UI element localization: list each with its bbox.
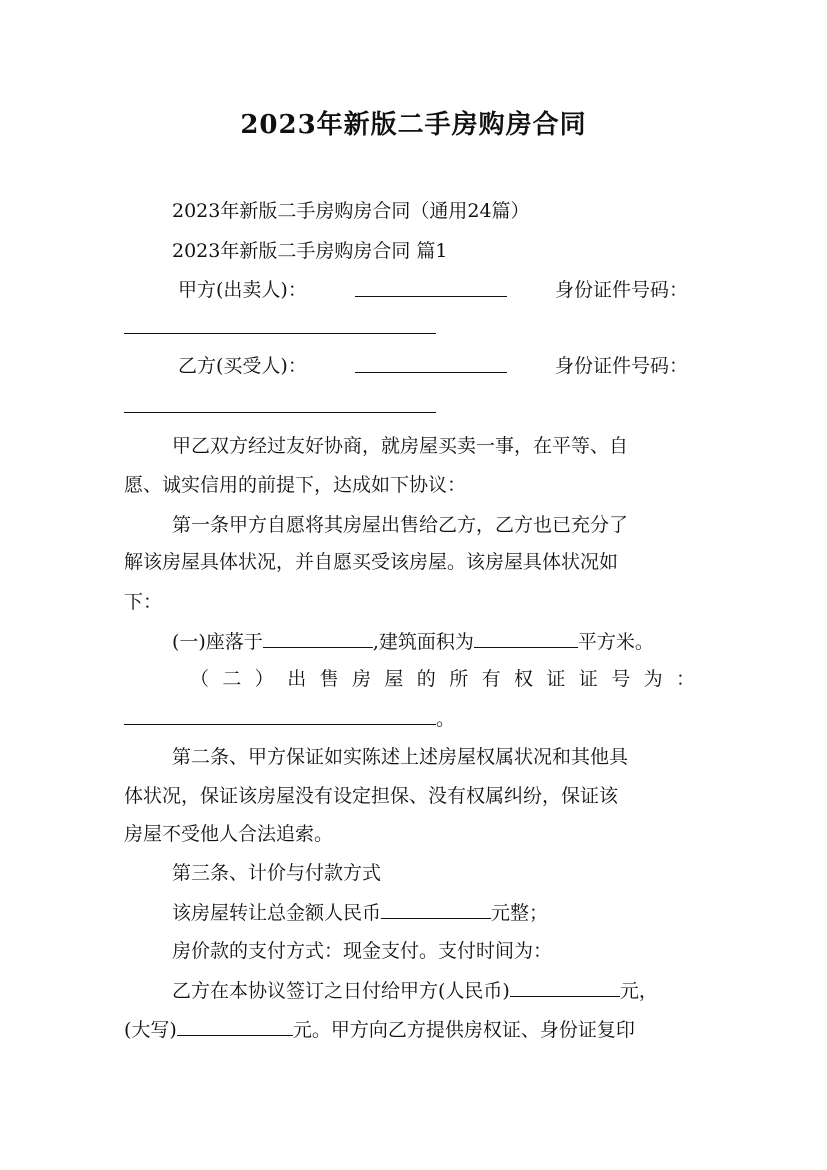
document-title: 2023年新版二手房购房合同 xyxy=(240,110,587,140)
article2-line-2: 体状况，保证该房屋没有设定担保、没有权属纠纷，保证该 xyxy=(124,785,619,807)
buyer-id-blank xyxy=(124,412,436,413)
intro-line-2: 愿、诚实信用的前提下，达成如下协议： xyxy=(124,474,467,496)
area-blank xyxy=(474,628,578,648)
article1-line-1: 第一条甲方自愿将其房屋出售给乙方，乙方也已充分了 xyxy=(172,514,629,536)
seller-name-blank xyxy=(355,277,507,297)
payment-amount-blank xyxy=(510,977,620,997)
article1-line-3: 下： xyxy=(124,591,163,613)
seller-line xyxy=(178,277,688,303)
payment-capital-blank xyxy=(177,1016,293,1036)
seller-id-label: 身份证件号码： xyxy=(554,279,688,301)
intro-line-1: 甲乙双方经过友好协商，就房屋买卖一事，在平等、自 xyxy=(172,435,629,457)
article2-line-3: 房屋不受他人合法追索。 xyxy=(124,823,334,845)
seller-label: 甲方(出卖人)： xyxy=(178,279,307,301)
payment-1-suffix: 元， xyxy=(619,980,658,1002)
price-suffix: 元整； xyxy=(491,902,549,924)
payment-line-1 xyxy=(172,977,658,1004)
price-blank xyxy=(381,899,491,919)
location-mid: ,建筑面积为 xyxy=(372,631,474,653)
certificate-blank xyxy=(124,705,436,725)
buyer-name-blank xyxy=(355,353,507,373)
price-line xyxy=(172,899,548,926)
price-prefix: 该房屋转让总金额人民币 xyxy=(172,902,382,924)
buyer-label: 乙方(买受人)： xyxy=(178,355,307,377)
payment-method-line: 房价款的支付方式：现金支付。支付时间为： xyxy=(172,940,553,962)
payment-2-suffix: 元。甲方向乙方提供房权证、身份证复印 xyxy=(292,1019,635,1041)
location-suffix: 平方米。 xyxy=(577,631,654,653)
article3-heading: 第三条、计价与付款方式 xyxy=(172,862,382,884)
article1-line-2: 解该房屋具体状况，并自愿买受该房屋。该房屋具体状况如 xyxy=(124,551,619,573)
document-subtitle: 2023年新版二手房购房合同（通用24篇） xyxy=(172,200,530,222)
location-line xyxy=(172,628,654,655)
payment-line-2 xyxy=(124,1016,635,1043)
seller-id-blank xyxy=(124,333,436,334)
payment-1-prefix: 乙方在本协议签订之日付给甲方(人民币) xyxy=(172,980,510,1002)
article2-line-1: 第二条、甲方保证如实陈述上述房屋权属状况和其他具 xyxy=(172,746,629,768)
certificate-line xyxy=(124,705,455,732)
buyer-id-label: 身份证件号码： xyxy=(554,355,688,377)
buyer-line xyxy=(178,353,688,379)
section-heading: 2023年新版二手房购房合同 篇1 xyxy=(172,240,448,262)
payment-2-prefix: (大写) xyxy=(124,1019,177,1041)
location-prefix: (一)座落于 xyxy=(172,631,263,653)
certificate-period: 。 xyxy=(436,708,456,730)
certificate-label: （二）出售房屋的所有权证证号为： xyxy=(190,668,709,690)
location-blank xyxy=(263,628,373,648)
